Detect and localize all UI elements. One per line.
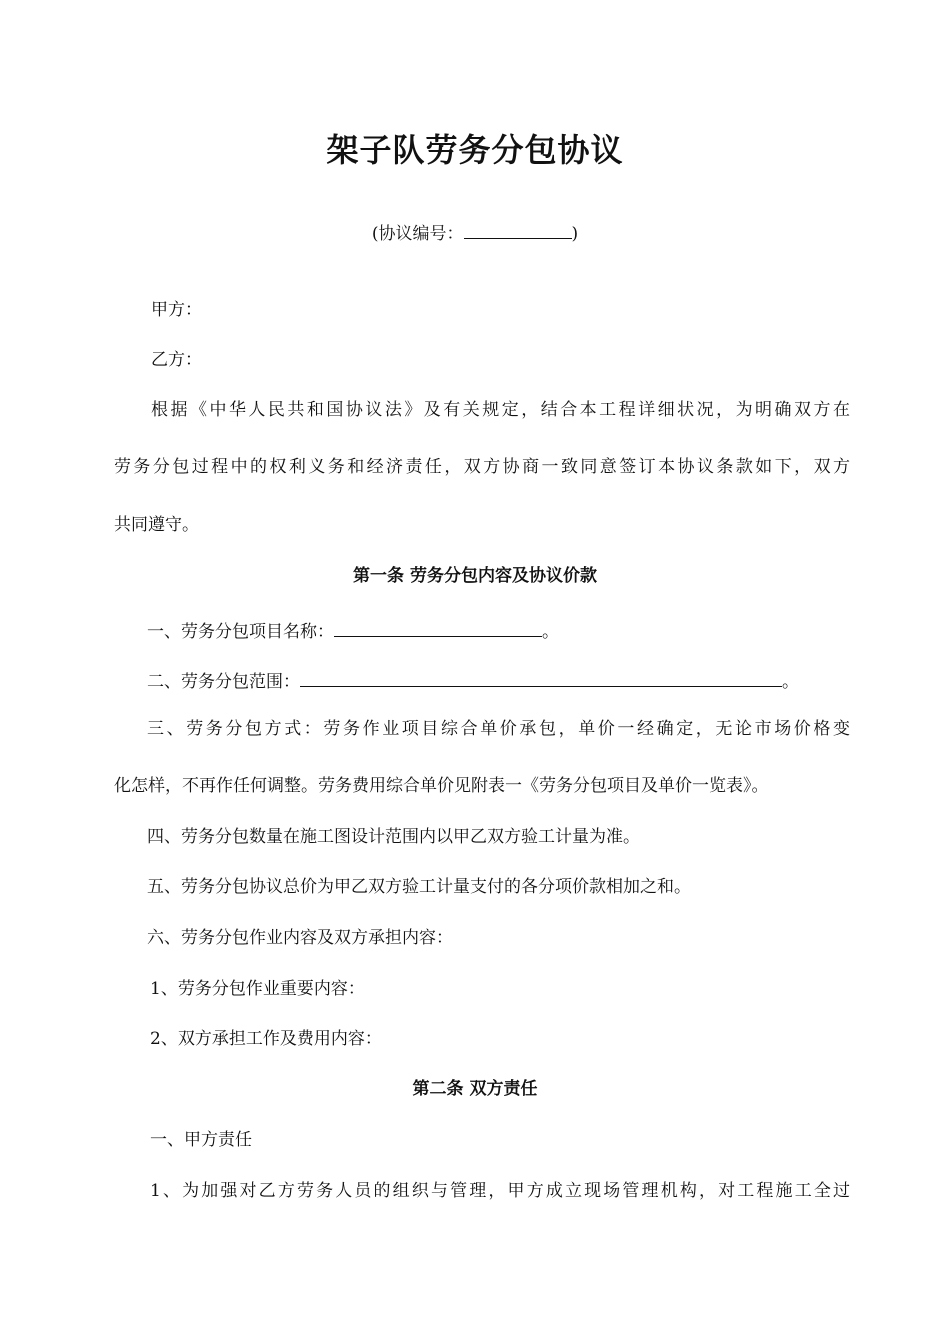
party-b-label: 乙方：: [151, 350, 202, 370]
article-1-item-3-line-2: 化怎样，不再作任何调整。劳务费用综合单价见附表一《劳务分包项目及单价一览表》。: [114, 776, 769, 796]
agreement-number-line: [0, 220, 950, 246]
scope-blank: [300, 668, 782, 687]
article-2-heading: 第二条 双方责任: [412, 1079, 538, 1099]
article-1-item-4: 四、劳务分包数量在施工图设计范围内以甲乙双方验工计量为准。: [147, 827, 640, 847]
article-1-item-6: 六、劳务分包作业内容及双方承担内容：: [147, 928, 453, 948]
article-1-item-6-1: 1、劳务分包作业重要内容：: [150, 979, 365, 999]
article-1-heading: 第一条 劳务分包内容及协议价款: [353, 566, 597, 586]
article-1-item-1: [147, 618, 559, 644]
agreement-number-prefix: (协议编号：: [371, 224, 464, 244]
scope-end: 。: [782, 672, 799, 692]
article-1-item-3-line-1: 三、劳务分包方式：劳务作业项目综合单价承包，单价一经确定，无论市场价格变: [147, 719, 850, 739]
project-name-blank: [334, 618, 542, 637]
article-1-item-6-2: 2、双方承担工作及费用内容：: [150, 1029, 382, 1049]
article-1-item-2: [147, 668, 799, 694]
project-name-end: 。: [542, 622, 559, 642]
agreement-number-blank: [464, 220, 572, 239]
intro-line-1: 根据《中华人民共和国协议法》及有关规定，结合本工程详细状况，为明确双方在: [151, 400, 850, 420]
article-2-item-1: 1、为加强对乙方劳务人员的组织与管理，甲方成立现场管理机构，对工程施工全过: [150, 1181, 850, 1201]
agreement-number-suffix: ): [571, 224, 579, 244]
article-2-sub-1: 一、甲方责任: [150, 1130, 252, 1150]
scope-label: 二、劳务分包范围：: [147, 672, 300, 692]
project-name-label: 一、劳务分包项目名称：: [147, 622, 334, 642]
document-title: 架子队劳务分包协议: [326, 131, 624, 169]
intro-line-3: 共同遵守。: [114, 515, 199, 535]
party-a-label: 甲方：: [151, 300, 202, 320]
article-1-item-5: 五、劳务分包协议总价为甲乙双方验工计量支付的各分项价款相加之和。: [147, 877, 691, 897]
intro-line-2: 劳务分包过程中的权利义务和经济责任，双方协商一致同意签订本协议条款如下，双方: [114, 457, 850, 477]
